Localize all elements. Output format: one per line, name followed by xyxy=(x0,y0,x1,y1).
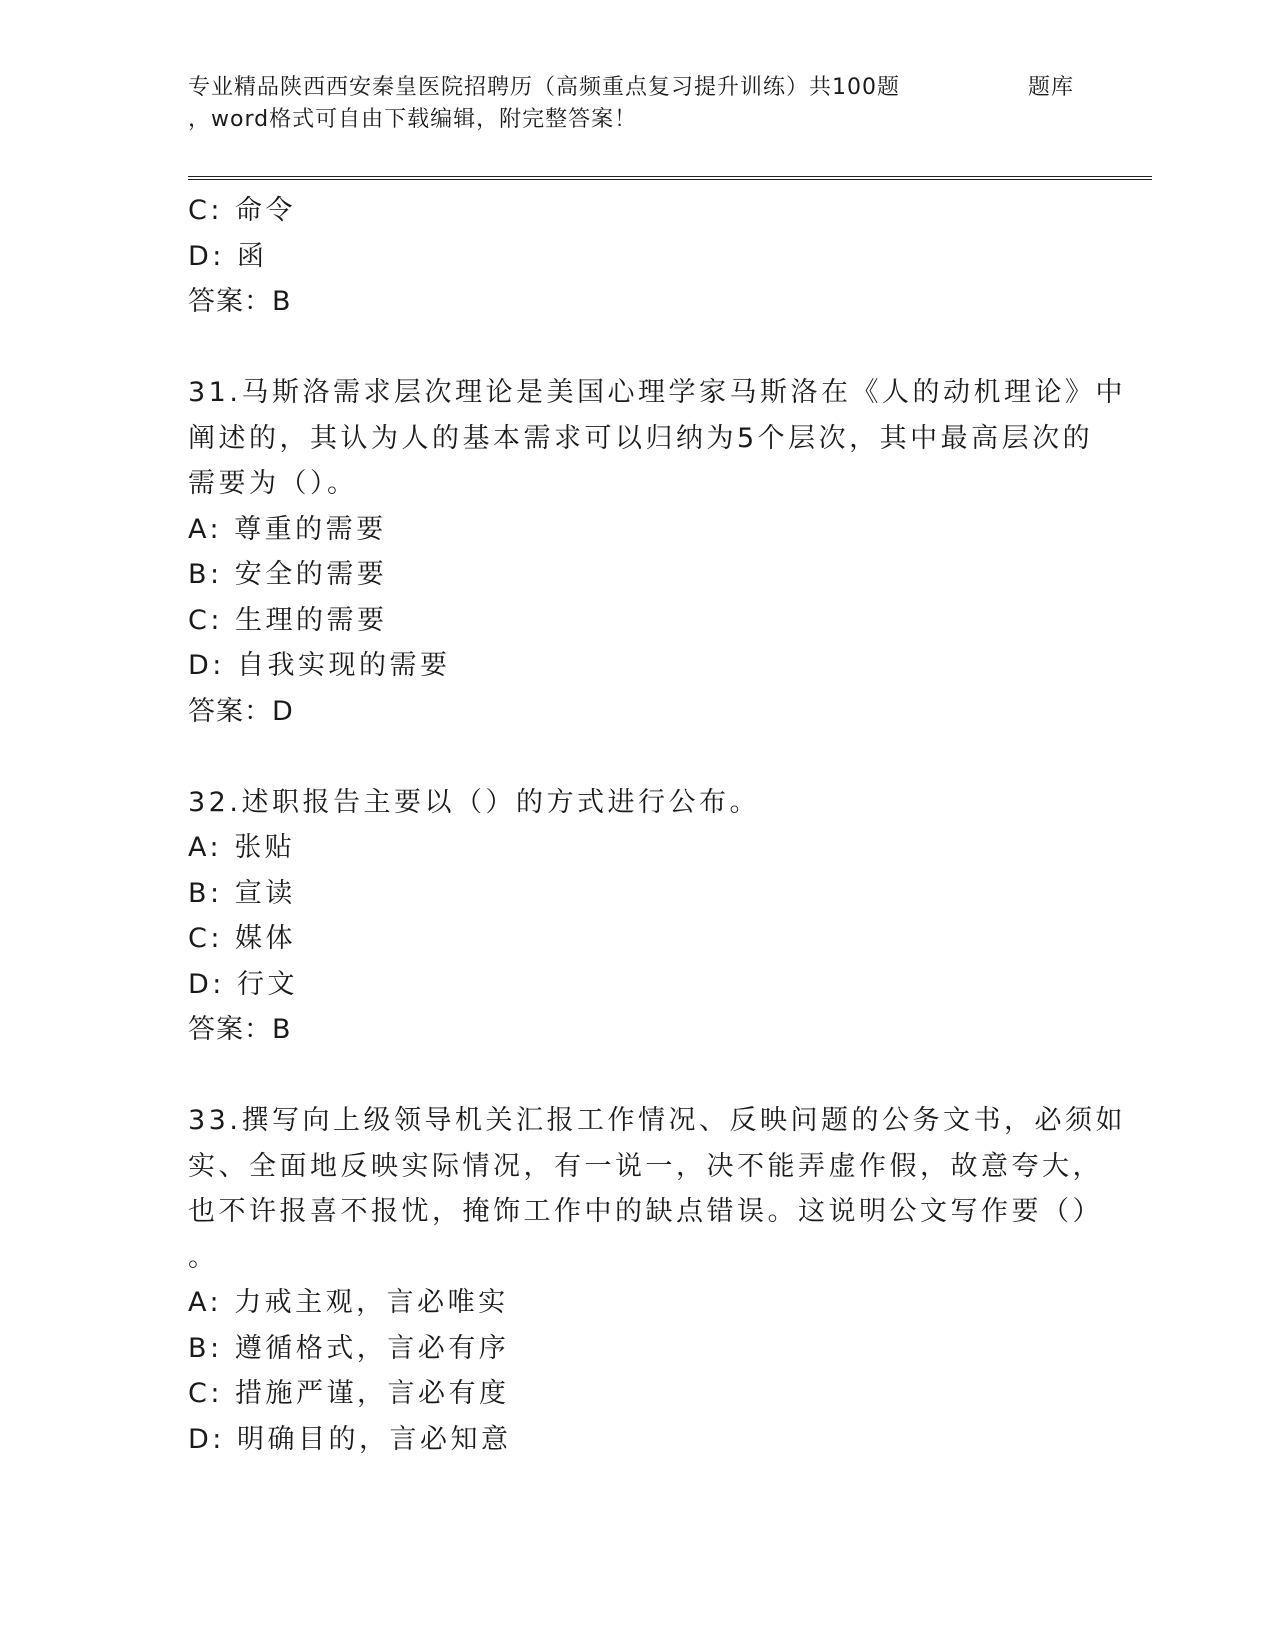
question-32 xyxy=(188,780,1088,1053)
option-c: C: 生理的需要 xyxy=(188,604,388,636)
option-a: A: 力戒主观，言必唯实 xyxy=(188,1287,509,1318)
header-tag: 题库 xyxy=(1028,75,1075,100)
option-a: A: 尊重的需要 xyxy=(188,513,387,545)
stem-line-4: 。 xyxy=(188,1241,219,1273)
question-stem xyxy=(188,1098,1126,1280)
option-label: A xyxy=(188,832,210,863)
answer-line: 答案：B xyxy=(188,1014,292,1045)
stem-line-1: 31.马斯洛需求层次理论是美国心理学家马斯洛在《人的动机理论》中 xyxy=(188,377,1126,408)
option-d: D: 行文 xyxy=(188,968,298,1000)
option-d: D: 自我实现的需要 xyxy=(188,650,451,681)
option-label: A xyxy=(188,513,210,545)
option-d: D: 函 xyxy=(188,240,268,272)
answer-line: 答案：D xyxy=(188,695,294,727)
option-c: C: 命令 xyxy=(188,195,297,226)
option-b: B: 遵循格式，言必有序 xyxy=(188,1332,510,1364)
stem-line-1: 32.述职报告主要以（）的方式进行公布。 xyxy=(188,786,760,818)
header-title: 专业精品陕西西安秦皇医院招聘历（高频重点复习提升训练）共100题 xyxy=(188,75,900,100)
option-label: C xyxy=(188,923,211,954)
question-number: 33. xyxy=(188,1105,242,1136)
answer-line: 答案：B xyxy=(188,286,292,317)
question-number: 31. xyxy=(188,377,242,408)
page-header xyxy=(188,72,1148,172)
option-label: B xyxy=(188,877,211,909)
option-text: 力戒主观，言必唯实 xyxy=(234,1287,509,1318)
question-31 xyxy=(188,370,1126,734)
stem-line-3: 需要为（）。 xyxy=(188,468,358,499)
option-label: A xyxy=(188,1287,210,1318)
option-d: D: 明确目的，言必知意 xyxy=(188,1423,512,1455)
stem-line-2: 实、全面地反映实际情况，有一说一，决不能弄虚作假，故意夸大， xyxy=(188,1150,1103,1182)
option-text: 尊重的需要 xyxy=(234,513,387,545)
option-text: 遵循格式，言必有序 xyxy=(234,1332,510,1364)
question-stem xyxy=(188,780,1068,826)
header-divider xyxy=(188,176,1152,180)
option-b: B: 安全的需要 xyxy=(188,559,388,590)
option-text: 命令 xyxy=(235,195,297,226)
question-stem xyxy=(188,370,1126,507)
stem-line-2: 阐述的，其认为人的基本需求可以归纳为5个层次，其中最高层次的 xyxy=(188,422,1094,454)
stem-line-3: 也不许报喜不报忧，掩饰工作中的缺点错误。这说明公文写作要（） xyxy=(188,1196,1103,1227)
option-label: D xyxy=(188,1423,213,1455)
header-subtitle: ，word格式可自由下载编辑，附完整答案！ xyxy=(188,107,638,132)
option-label: C xyxy=(188,195,211,226)
option-text: 行文 xyxy=(236,968,298,1000)
stem-line-1: 33.撰写向上级领导机关汇报工作情况、反映问题的公务文书，必须如 xyxy=(188,1105,1126,1136)
option-text: 函 xyxy=(236,240,268,272)
option-label: D xyxy=(188,240,213,272)
option-text: 自我实现的需要 xyxy=(236,650,451,681)
option-a: A: 张贴 xyxy=(188,832,296,863)
option-c: C: 措施严谨，言必有度 xyxy=(188,1378,510,1409)
document-body xyxy=(188,188,1126,1462)
previous-question-tail xyxy=(188,188,1088,325)
option-text: 安全的需要 xyxy=(234,559,388,590)
option-text: 措施严谨，言必有度 xyxy=(235,1378,510,1409)
option-text: 明确目的，言必知意 xyxy=(236,1423,512,1455)
question-number: 32. xyxy=(188,786,242,818)
option-text: 媒体 xyxy=(235,923,297,954)
option-b: B: 宣读 xyxy=(188,877,296,909)
option-label: D xyxy=(188,968,213,1000)
option-text: 生理的需要 xyxy=(235,604,388,636)
option-text: 宣读 xyxy=(234,877,296,909)
option-text: 张贴 xyxy=(234,832,296,863)
option-c: C: 媒体 xyxy=(188,923,297,954)
option-label: D xyxy=(188,650,213,681)
option-label: C xyxy=(188,604,211,636)
question-33 xyxy=(188,1098,1126,1462)
option-label: B xyxy=(188,1332,211,1364)
option-label: B xyxy=(188,559,211,590)
option-label: C xyxy=(188,1378,211,1409)
